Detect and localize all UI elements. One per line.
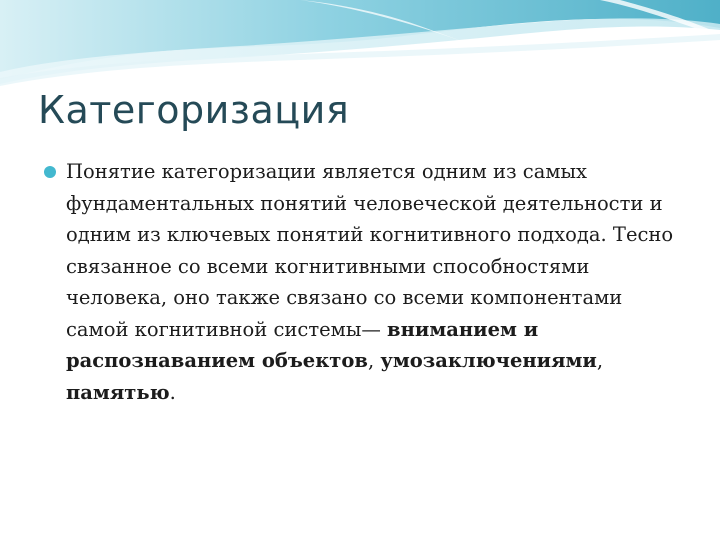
bullet-bold-memory: памятью: [66, 380, 170, 404]
bullet-text: [66, 156, 684, 408]
bullet-text-plain: Понятие категоризации является одним из самых фундаментальных понятий человеческой деятельности и одним из ключевых понятий когнитивного подхода. Тесно связанное со всеми когнитивными способностями человека, оно также связано со всеми компонентами самой когнитивной системы—: [66, 160, 674, 341]
bullet-separator: ,: [367, 349, 381, 372]
bullet-item: [44, 156, 684, 408]
bullet-dot-icon: [44, 166, 56, 178]
bullet-separator: ,: [596, 349, 604, 372]
bullet-end: .: [169, 380, 176, 404]
header-wave-decoration: [0, 0, 720, 90]
slide-title: Категоризация: [38, 88, 350, 132]
bullet-bold-attention: вниманием и распознаванием объектов: [66, 317, 539, 372]
bullet-bold-inference: умозаключениями: [380, 349, 597, 372]
